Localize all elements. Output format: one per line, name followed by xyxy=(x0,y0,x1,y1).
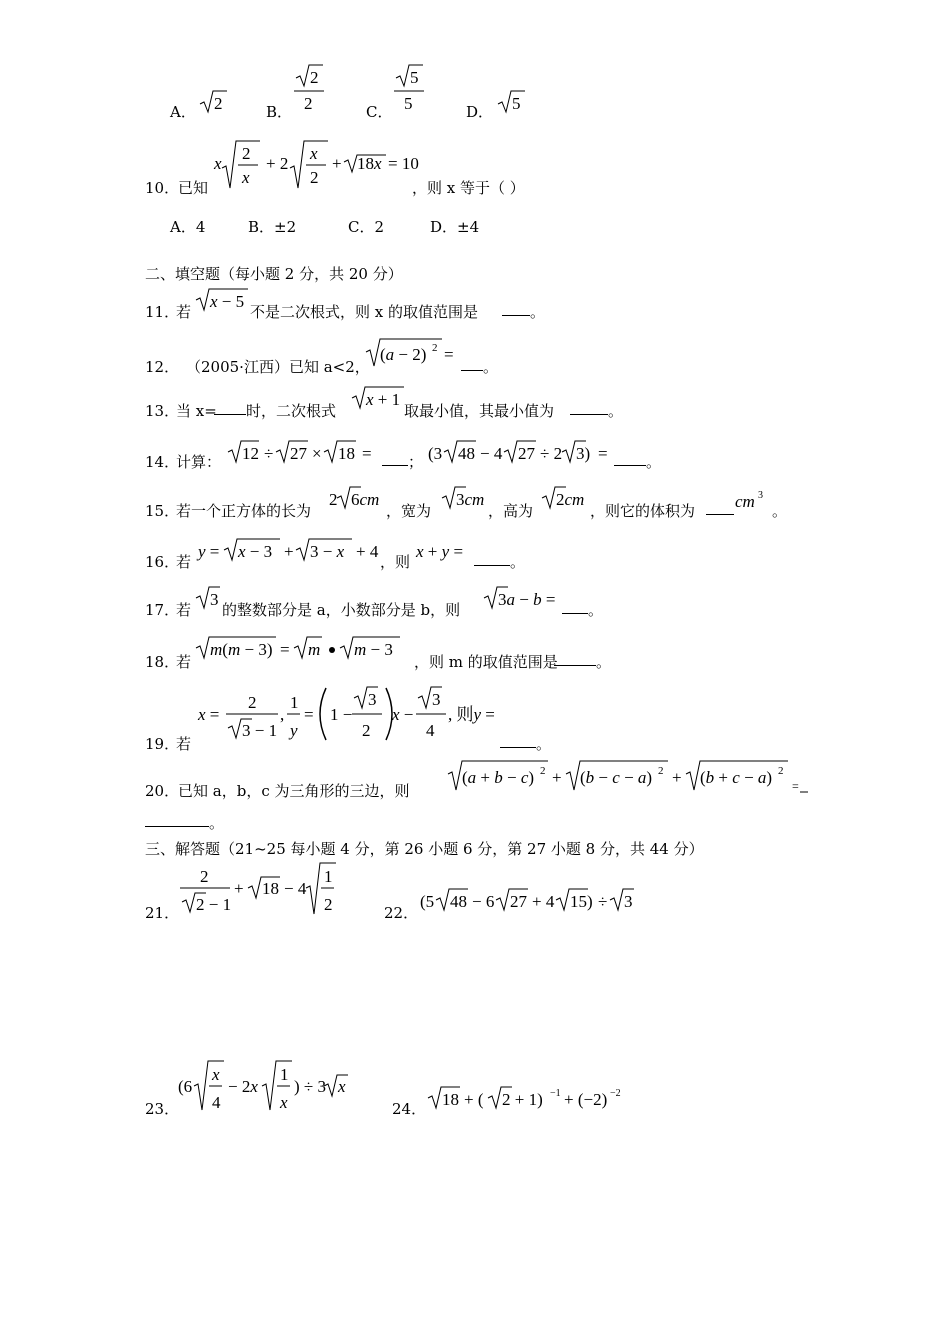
q9-option-d-expr xyxy=(496,88,526,116)
svg-text:= 10: = 10 xyxy=(388,154,419,173)
q17-end: 。 xyxy=(588,601,604,619)
svg-text:3): 3) xyxy=(576,444,591,463)
q10-option-b: B．±2 xyxy=(248,218,297,236)
svg-text:27: 27 xyxy=(290,444,307,463)
q11-blank[interactable] xyxy=(502,301,530,316)
svg-text:÷: ÷ xyxy=(598,892,608,911)
svg-text:+: + xyxy=(284,542,294,561)
svg-text:− 4: − 4 xyxy=(284,879,307,898)
svg-text:(a + b − c): (a + b − c) xyxy=(462,768,535,787)
q9-option-b-expr xyxy=(292,62,326,118)
q15-width xyxy=(440,484,490,510)
svg-text:2: 2 xyxy=(324,895,333,914)
svg-text:18: 18 xyxy=(262,879,279,898)
q14-blank-1[interactable] xyxy=(382,451,408,466)
svg-text:x: x xyxy=(212,1065,220,1084)
svg-text:+: + xyxy=(672,768,682,787)
q11-end: 。 xyxy=(530,303,546,321)
svg-text:2: 2 xyxy=(214,94,223,113)
svg-text:=: = xyxy=(598,444,608,463)
svg-text:=: = xyxy=(362,444,372,463)
svg-text:3 − x: 3 − x xyxy=(310,542,345,561)
svg-text:2: 2 xyxy=(540,765,546,777)
svg-text:m(m − 3): m(m − 3) xyxy=(210,640,273,659)
q11-prefix: 若 xyxy=(176,303,192,321)
svg-text:2: 2 xyxy=(362,721,371,740)
q12-blank[interactable] xyxy=(461,356,483,371)
svg-text:=: = xyxy=(304,705,314,724)
svg-text:3 − 1: 3 − 1 xyxy=(242,721,278,740)
svg-text:3: 3 xyxy=(368,690,377,709)
svg-text:5: 5 xyxy=(404,94,413,113)
q10-equation xyxy=(212,138,419,196)
svg-text:+ (−2): + (−2) xyxy=(564,1090,608,1109)
svg-text:−2: −2 xyxy=(610,1088,621,1099)
q11-suffix: 不是二次根式，则 x 的取值范围是 xyxy=(250,303,478,321)
svg-text:x + 1: x + 1 xyxy=(366,390,401,409)
svg-text:) ÷ 3: ) ÷ 3 xyxy=(294,1077,326,1096)
svg-text:− 2x: − 2x xyxy=(228,1077,258,1096)
q22-number: 22． xyxy=(384,904,419,922)
q18-end: 。 xyxy=(596,653,612,671)
svg-text:x: x xyxy=(338,1077,346,1096)
q15-number: 15． xyxy=(145,502,180,520)
svg-text:+: + xyxy=(552,768,562,787)
q15-height xyxy=(540,484,590,510)
svg-text:3: 3 xyxy=(758,490,763,501)
q18-prefix: 若 xyxy=(176,653,192,671)
q14-number: 14． xyxy=(145,453,180,471)
svg-text:18: 18 xyxy=(442,1090,459,1109)
svg-text:2: 2 xyxy=(242,144,251,163)
svg-text:x + y =: x + y = xyxy=(416,542,464,561)
q23-expr xyxy=(176,1058,352,1114)
q13-expr xyxy=(350,384,406,410)
q15-t1: ，宽为 xyxy=(386,502,432,520)
svg-text:− 6: − 6 xyxy=(472,892,495,911)
svg-text:12: 12 xyxy=(242,444,259,463)
svg-text:2: 2 xyxy=(310,68,319,87)
q10-option-a: A．4 xyxy=(170,218,206,236)
q21-expr xyxy=(176,860,346,918)
svg-text:x: x xyxy=(310,144,318,163)
svg-text:(6: (6 xyxy=(178,1077,193,1096)
svg-text:x − 5: x − 5 xyxy=(210,292,245,311)
svg-text:(b − c − a): (b − c − a) xyxy=(580,768,653,787)
svg-text:2: 2 xyxy=(432,342,438,354)
q13-blank-x[interactable] xyxy=(214,400,246,415)
svg-text:3: 3 xyxy=(624,892,633,911)
q16-expr xyxy=(196,536,380,562)
q20-end: 。 xyxy=(209,814,225,832)
q24-expr xyxy=(426,1084,626,1112)
svg-text:+: + xyxy=(234,879,244,898)
q19-end: 。 xyxy=(536,735,552,753)
q18-number: 18． xyxy=(145,653,180,671)
svg-text:2: 2 xyxy=(778,765,784,777)
q16-number: 16． xyxy=(145,553,180,571)
svg-text:m: m xyxy=(308,640,321,659)
q17-prefix: 若 xyxy=(176,601,192,619)
svg-text:3: 3 xyxy=(432,690,441,709)
q19-number: 19． xyxy=(145,735,180,753)
q13-mid: 时，二次根式 xyxy=(246,402,337,420)
svg-text:m − 3: m − 3 xyxy=(354,640,393,659)
svg-text:1: 1 xyxy=(324,867,333,886)
q9-option-a-expr xyxy=(198,88,228,116)
q17-mid: 的整数部分是 a，小数部分是 b，则 xyxy=(222,601,461,619)
q11-expr xyxy=(194,286,250,312)
q19-expr xyxy=(194,684,504,744)
svg-text:48: 48 xyxy=(458,444,475,463)
q16-blank[interactable] xyxy=(474,551,510,566)
q16-expr2 xyxy=(414,536,474,562)
svg-text:18x: 18x xyxy=(357,154,382,173)
q15-end: 。 xyxy=(772,502,788,520)
q22-expr xyxy=(418,886,648,914)
section-3-title: 三、解答题（21~25 每小题 4 分，第 26 小题 6 分，第 27 小题 8 分，共 44 分） xyxy=(145,840,704,858)
q23-number: 23． xyxy=(145,1100,180,1118)
q10-suffix: ，则 x 等于（ ） xyxy=(412,179,525,197)
q10-option-d: D．±4 xyxy=(430,218,480,236)
svg-text:2: 2 xyxy=(304,94,313,113)
q18-suffix: ，则 m 的取值范围是 xyxy=(414,653,558,671)
q17-blank[interactable] xyxy=(562,599,588,614)
q13-suffix: 取最小值，其最小值为 xyxy=(404,402,555,420)
svg-text:+: + xyxy=(332,154,342,173)
q17-expr2 xyxy=(482,584,562,610)
svg-text:+ (: + ( xyxy=(464,1090,484,1109)
q9-option-b-label: B． xyxy=(266,103,293,121)
svg-text:48: 48 xyxy=(450,892,467,911)
q11-number: 11． xyxy=(145,303,180,321)
q10-prefix: 已知 xyxy=(178,179,209,197)
svg-text:y =: y = xyxy=(198,542,220,561)
q15-t2: ，高为 xyxy=(488,502,534,520)
q14-blank-2[interactable] xyxy=(614,451,646,466)
svg-text:3cm: 3cm xyxy=(456,490,485,509)
q12-expr xyxy=(364,336,460,368)
q14-end: 。 xyxy=(646,453,662,471)
svg-text:6cm: 6cm xyxy=(351,490,380,509)
svg-text:2: 2 xyxy=(248,693,257,712)
svg-text:− 4: − 4 xyxy=(480,444,503,463)
svg-text:x =: x = xyxy=(198,705,220,724)
svg-text:=: = xyxy=(280,640,290,659)
q17-number: 17． xyxy=(145,601,180,619)
q15-prefix: 若一个正方体的长为 xyxy=(176,502,312,520)
q20-number: 20． xyxy=(145,782,180,800)
q18-expr xyxy=(194,634,406,662)
q13-blank-min[interactable] xyxy=(570,400,608,415)
svg-text:4: 4 xyxy=(426,721,435,740)
q12-prefix: （2005·江西）已知 a<2， xyxy=(186,358,370,376)
svg-text:2 + 1): 2 + 1) xyxy=(502,1090,543,1109)
svg-text:3: 3 xyxy=(210,590,219,609)
q16-end: 。 xyxy=(510,553,526,571)
svg-text:(3: (3 xyxy=(428,444,443,463)
svg-text:1: 1 xyxy=(290,693,299,712)
svg-text:27: 27 xyxy=(510,892,527,911)
q14-sep: ； xyxy=(408,453,424,471)
q13-end: 。 xyxy=(608,402,624,420)
q9-option-d-label: D． xyxy=(466,103,494,121)
svg-text:x: x xyxy=(280,1093,288,1112)
q12-number: 12． xyxy=(145,358,180,376)
svg-text:4: 4 xyxy=(212,1093,221,1112)
svg-text:18: 18 xyxy=(338,444,355,463)
q19-blank[interactable] xyxy=(500,733,536,748)
q21-number: 21． xyxy=(145,904,180,922)
q9-option-c-expr xyxy=(392,62,426,118)
svg-text:1: 1 xyxy=(280,1065,289,1084)
svg-text:5: 5 xyxy=(512,94,521,113)
svg-text:,: , xyxy=(280,705,285,724)
q13-prefix: 当 x= xyxy=(176,402,217,420)
svg-text:(5: (5 xyxy=(420,892,435,911)
svg-text:15): 15) xyxy=(570,892,593,911)
svg-text:(b + c − a): (b + c − a) xyxy=(700,768,773,787)
svg-text:=: = xyxy=(792,779,799,793)
svg-text:+ 4: + 4 xyxy=(532,892,555,911)
svg-text:2cm: 2cm xyxy=(556,490,585,509)
svg-text:x −: x − xyxy=(392,705,414,724)
svg-text:y: y xyxy=(290,721,298,740)
q20-expr xyxy=(446,758,810,794)
svg-text:÷: ÷ xyxy=(264,444,274,463)
svg-text:cm: cm xyxy=(735,492,755,511)
svg-text:1 −: 1 − xyxy=(330,705,353,724)
svg-text:2: 2 xyxy=(658,765,664,777)
q15-blank[interactable] xyxy=(706,500,734,515)
svg-text:2: 2 xyxy=(329,490,338,509)
svg-text:x: x xyxy=(214,154,222,173)
q15-t3: ，则它的体积为 xyxy=(590,502,696,520)
svg-text:3a − b =: 3a − b = xyxy=(498,590,556,609)
svg-text:27: 27 xyxy=(518,444,535,463)
q24-number: 24． xyxy=(392,1100,427,1118)
q12-end: 。 xyxy=(483,358,499,376)
svg-text:+ 2: + 2 xyxy=(266,154,289,173)
q17-expr xyxy=(194,584,224,610)
q15-length xyxy=(327,484,387,510)
svg-text:+ 4: + 4 xyxy=(356,542,379,561)
svg-text:x − 3: x − 3 xyxy=(238,542,273,561)
q16-prefix: 若 xyxy=(176,553,192,571)
q10-option-c: C．2 xyxy=(348,218,385,236)
q20-blank[interactable] xyxy=(145,812,209,827)
q18-blank[interactable] xyxy=(554,651,596,666)
svg-text:2: 2 xyxy=(200,867,209,886)
svg-text:5: 5 xyxy=(410,68,419,87)
svg-text:2 − 1: 2 − 1 xyxy=(196,895,232,914)
q13-number: 13． xyxy=(145,402,180,420)
svg-text:=: = xyxy=(444,345,454,364)
svg-text:x: x xyxy=(242,168,250,187)
q20-prefix: 已知 a，b，c 为三角形的三边，则 xyxy=(178,782,410,800)
svg-text:−1: −1 xyxy=(550,1088,561,1099)
svg-text:2: 2 xyxy=(310,168,319,187)
q19-prefix: 若 xyxy=(176,735,192,753)
q10-number: 10． xyxy=(145,179,180,197)
q14-expr2 xyxy=(426,438,616,466)
svg-text:×: × xyxy=(312,444,322,463)
svg-text:, 则y =: , 则y = xyxy=(448,705,495,724)
svg-text:(a − 2): (a − 2) xyxy=(380,345,427,364)
q15-unit xyxy=(734,488,768,512)
q14-expr1 xyxy=(226,438,382,466)
svg-text:÷ 2: ÷ 2 xyxy=(540,444,563,463)
q9-option-a-label: A． xyxy=(170,103,196,121)
q16-mid: ，则 xyxy=(380,553,411,571)
q14-prefix: 计算： xyxy=(176,453,222,471)
section-2-title: 二、填空题（每小题 2 分，共 20 分） xyxy=(145,265,403,283)
q9-option-c-label: C． xyxy=(366,103,393,121)
